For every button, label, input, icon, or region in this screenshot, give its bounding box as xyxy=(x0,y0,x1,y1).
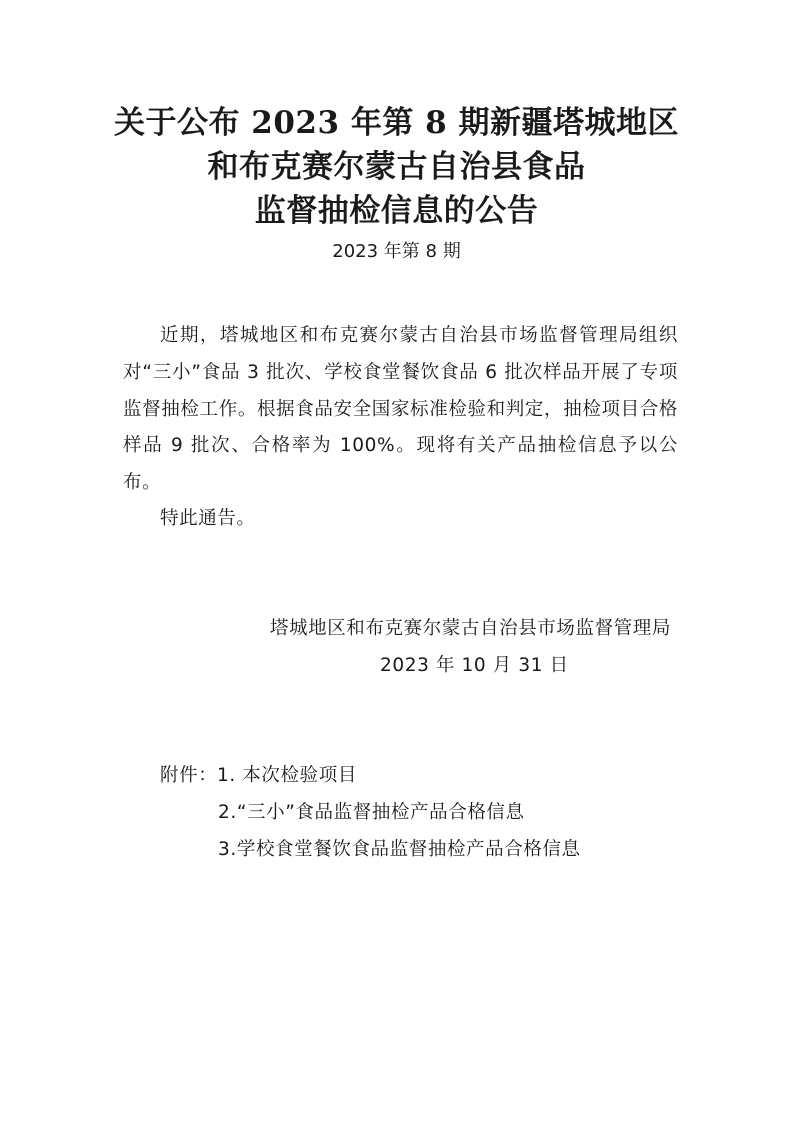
title-line-3: 监督抽检信息的公告 xyxy=(254,193,539,229)
notice-text: 特此通告。 xyxy=(160,508,256,529)
body-paragraph: 近期，塔城地区和布克赛尔蒙古自治县市场监督管理局组织对“三小”食品 3 批次、学校食堂餐饮食品 6 批次样品开展了专项监督抽检工作。根据食品安全国家标准检验和判定，抽检项目合格样品 9 批次、合格率为 100%。现将有关产品抽检信息予以公布。 xyxy=(123,325,678,494)
signature-date: 2023 年 10 月 31 日 xyxy=(380,655,569,676)
signature-organization: 塔城地区和布克赛尔蒙古自治县市场监督管理局 xyxy=(269,618,671,639)
title-line-2: 和布克赛尔蒙古自治县食品 xyxy=(207,149,586,185)
attachments-label: 附件： xyxy=(160,765,218,786)
attachment-item: 1. 本次检验项目 xyxy=(217,765,357,786)
attachment-item: 2.“三小”食品监督抽检产品合格信息 xyxy=(218,802,525,823)
attachment-item: 3.学校食堂餐饮食品监督抽检产品合格信息 xyxy=(218,839,581,860)
title-line-1: 关于公布 2023 年第 8 期新疆塔城地区 xyxy=(113,105,680,141)
issue-number: 2023 年第 8 期 xyxy=(332,241,461,262)
